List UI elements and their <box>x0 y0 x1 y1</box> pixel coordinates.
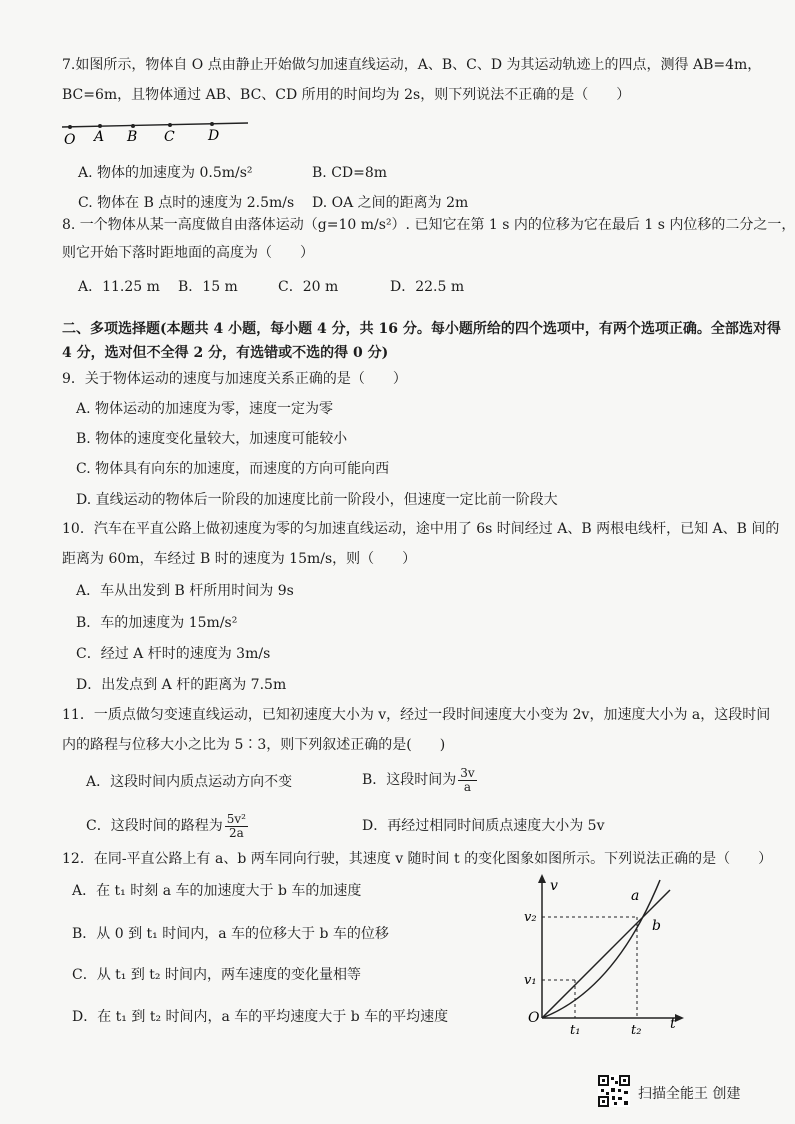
v1-label: v₁ <box>524 973 537 988</box>
q11-option-c-text: C．这段时间的路程为 <box>86 818 223 834</box>
q12-option-a: A．在 t₁ 时刻 a 车的加速度大于 b 车的加速度 <box>72 883 362 899</box>
q11-option-c <box>86 808 248 844</box>
q11-option-b <box>362 762 477 798</box>
track-line <box>62 123 248 127</box>
q7-stem-line1: 7.如图所示，物体自 O 点由静止开始做匀加速直线运动，A、B、C、D 为其运动轨迹上的四点，测得 AB=4m， <box>62 57 762 73</box>
t2-label: t₂ <box>631 1023 642 1038</box>
q9-option-a: A. 物体运动的加速度为零，速度一定为零 <box>76 401 334 417</box>
fraction-denominator: 2a <box>228 825 244 840</box>
section2-heading-line2: 4 分，选对但不全得 2 分，有选错或不选的得 0 分) <box>62 345 389 361</box>
q8-option-d: D．22.5 m <box>390 279 465 295</box>
v-axis-label: v <box>550 878 558 894</box>
q8-option-c: C．20 m <box>278 279 339 295</box>
q9-option-d: D. 直线运动的物体后一阶段的加速度比前一阶段小，但速度一定比前一阶段大 <box>76 492 558 508</box>
label-B: B <box>127 129 138 145</box>
q10-stem-line1: 10．汽车在平直公路上做初速度为零的匀加速直线运动，途中用了 6s 时间经过 A、B 两根电线杆，已知 A、B 间的 <box>62 521 780 537</box>
q8-stem-line2: 则它开始下落时距地面的高度为（ ） <box>62 245 314 261</box>
q9-stem: 9．关于物体运动的速度与加速度关系正确的是（ ） <box>62 371 407 387</box>
point-C <box>168 123 172 127</box>
q10-option-a: A．车从出发到 B 杆所用时间为 9s <box>76 583 294 599</box>
q7-track-figure <box>60 118 250 148</box>
label-D: D <box>208 128 220 144</box>
origin-label: O <box>528 1010 540 1026</box>
label-C: C <box>164 129 175 145</box>
q7-option-b: B. CD=8m <box>312 165 388 181</box>
q7-option-c: C. 物体在 B 点时的速度为 2.5m/s <box>78 195 295 211</box>
v2-label: v₂ <box>524 910 537 925</box>
q8-option-b: B．15 m <box>178 279 238 295</box>
curve-a <box>542 880 660 1018</box>
t1-label: t₁ <box>570 1023 581 1038</box>
q12-option-d: D．在 t₁ 到 t₂ 时间内，a 车的平均速度大于 b 车的平均速度 <box>72 1009 449 1025</box>
q9-option-b: B. 物体的速度变化量较大，加速度可能较小 <box>76 431 348 447</box>
q8-stem-line1: 8. 一个物体从某一高度做自由落体运动（g=10 m/s²）. 已知它在第 1 s 内的位移为它在最后 1 s 内位移的二分之一， <box>62 217 795 233</box>
q11-stem-line2: 内的路程与位移大小之比为 5∶3，则下列叙述正确的是( ) <box>62 737 446 753</box>
q12-stem: 12．在同-平直公路上有 a、b 两车同向行驶，其速度 v 随时间 t 的变化图象如图所示。下列说法正确的是（ ） <box>62 851 773 867</box>
curve-a-label: a <box>631 888 640 904</box>
label-A: A <box>94 129 105 145</box>
q8-option-a: A．11.25 m <box>78 279 160 295</box>
label-O: O <box>64 132 76 148</box>
q10-option-d: D．出发点到 A 杆的距离为 7.5m <box>76 677 287 693</box>
fraction-numerator: 3v <box>460 765 475 780</box>
q11-option-c-fraction <box>225 813 248 840</box>
q11-option-d: D．再经过相同时间质点速度大小为 5v <box>362 818 605 834</box>
q11-option-b-text: B．这段时间为 <box>362 772 457 788</box>
q10-stem-line2: 距离为 60m，车经过 B 时的速度为 15m/s，则（ ） <box>62 551 417 567</box>
q10-option-c: C．经过 A 杆时的速度为 3m/s <box>76 646 271 662</box>
q12-option-b: B．从 0 到 t₁ 时间内，a 车的位移大于 b 车的位移 <box>72 926 389 942</box>
point-O <box>68 125 72 129</box>
watermark-text: 扫描全能王 创建 <box>638 1086 741 1102</box>
q11-option-a: A．这段时间内质点运动方向不变 <box>86 774 293 790</box>
t-axis-arrow <box>675 1014 684 1022</box>
point-A <box>98 124 102 128</box>
fraction-numerator: 5v² <box>226 811 246 826</box>
q11-option-b-fraction <box>458 767 476 794</box>
q10-option-b: B．车的加速度为 15m/s² <box>76 615 238 631</box>
q11-stem-line1: 11．一质点做匀变速直线运动，已知初速度大小为 v，经过一段时间速度大小变为 2v，加速度大小为 a，这段时间 <box>62 707 771 723</box>
line-b-label: b <box>652 918 661 934</box>
q7-stem-line2: BC=6m，且物体通过 AB、BC、CD 所用的时间均为 2s，则下列说法不正确的是（ ） <box>62 87 631 103</box>
vt-graph <box>520 870 690 1038</box>
line-b <box>542 890 670 1018</box>
q7-option-a: A. 物体的加速度为 0.5m/s² <box>78 165 253 181</box>
t-axis-label: t <box>670 1016 676 1032</box>
q12-option-c: C．从 t₁ 到 t₂ 时间内，两车速度的变化量相等 <box>72 967 361 983</box>
point-B <box>131 124 135 128</box>
section2-heading-line1: 二、多项选择题(本题共 4 小题，每小题 4 分，共 16 分。每小题所给的四个选项中，有两个选项正确。全部选对得 <box>62 321 781 337</box>
v-axis-arrow <box>538 874 546 883</box>
q9-option-c: C. 物体具有向东的加速度，而速度的方向可能向西 <box>76 461 390 477</box>
point-D <box>210 122 214 126</box>
qr-code-icon <box>598 1075 630 1107</box>
q7-option-d: D. OA 之间的距离为 2m <box>312 195 469 211</box>
fraction-denominator: a <box>463 779 472 794</box>
